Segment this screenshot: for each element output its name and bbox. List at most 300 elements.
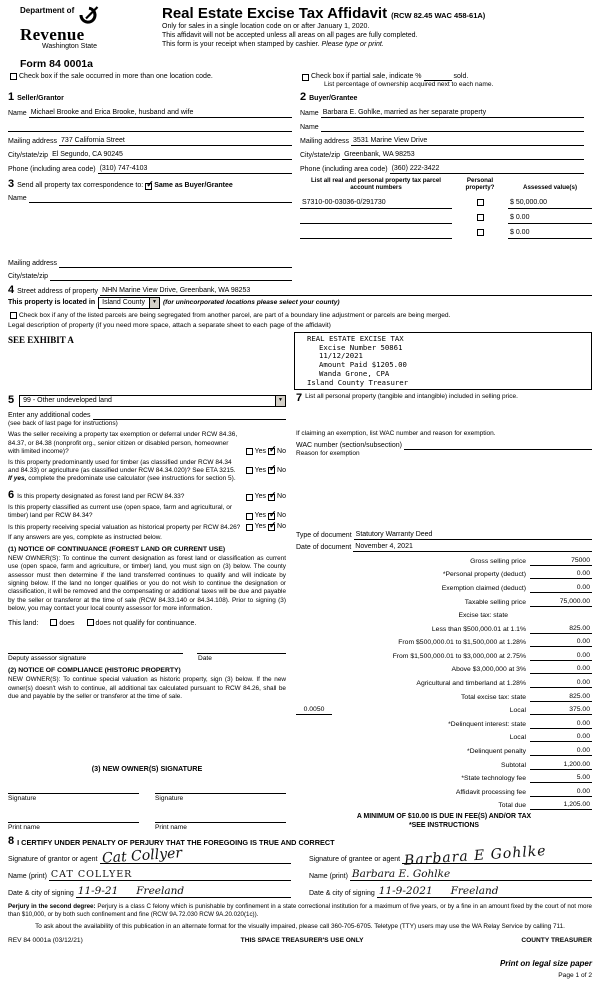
document-date-input[interactable] — [353, 543, 592, 552]
seller-heading-row — [8, 92, 292, 103]
exemption-question-row — [8, 431, 286, 455]
buyer-grantee-block — [300, 92, 592, 174]
tax-value: 0.00 — [576, 651, 590, 659]
note-single-location: Only for sales in a single location code on or after January 1, 2020. — [162, 22, 370, 30]
timber-question: Is this property predominantly used for timber (as classified under RCW 84.34 and 84.33) or agriculture (as classified under RCW 84.34.020)? See ETA 3215. — [8, 458, 236, 474]
correspondence-mailing-input[interactable] — [59, 259, 292, 268]
forest-no-checkbox[interactable] — [268, 489, 277, 501]
correspondence-city-label: City/state/zip — [8, 272, 49, 280]
personal-property-cell — [452, 214, 508, 223]
tax-row-tier2 — [296, 634, 592, 648]
section5-number: 5 — [8, 394, 15, 407]
yes-label: Yes — [254, 512, 267, 520]
does-not-label: does not qualify for continuance. — [95, 620, 197, 628]
grantee-signature-input[interactable] — [402, 843, 592, 870]
historic-question-row — [8, 520, 286, 531]
correspondence-city-row — [8, 268, 292, 281]
land-use-code-value: 99 - Other undeveloped land — [23, 396, 112, 404]
buyer-name-row — [300, 104, 584, 118]
tax-label: *Delinquent penalty — [467, 748, 526, 756]
tax-value-input[interactable] — [530, 598, 592, 607]
does-checkbox[interactable] — [50, 619, 57, 626]
deputy-signature-label: Deputy assessor signature — [8, 655, 87, 663]
if-any-yes-note: If any answers are yes, complete as instructed below. — [8, 533, 162, 541]
section3-number: 3 — [8, 178, 15, 191]
seller-city-value: El Segundo, CA 90245 — [52, 150, 123, 158]
reason-blank-area[interactable] — [296, 459, 592, 467]
perjury-body: Perjury is a class C felony which is punishable by confinement in a state correctional institution for a maximum of five years, or by a fine in an amount fixed by the court of not more than $10,000, or by both such confinement and fine (RCW 9A.72.030 RCW 9A.20.020(1c)). — [8, 903, 592, 919]
buyer-mailing-input[interactable] — [351, 137, 584, 146]
currentuse-question-row — [8, 504, 286, 520]
property-location-row — [8, 296, 592, 310]
tax-value-input[interactable] — [530, 801, 592, 810]
parties-section — [8, 92, 592, 174]
document-date-value: November 4, 2021 — [355, 542, 413, 550]
owner-signature-input-1[interactable] — [8, 784, 139, 794]
check-icon: ✓ — [269, 444, 277, 455]
forest-yn — [244, 489, 286, 501]
tax-label: Exemption claimed (deduct) — [441, 584, 526, 592]
exemption-yn — [244, 444, 286, 456]
title-line — [162, 6, 592, 22]
tax-value: 825.00 — [569, 692, 590, 700]
no-label: No — [277, 523, 286, 531]
currentuse-yn — [244, 508, 286, 520]
grantor-signature-row — [8, 845, 291, 867]
tax-value-input[interactable] — [530, 638, 592, 647]
buyer-mailing-label: Mailing address — [300, 137, 350, 145]
personal-property-checkbox[interactable] — [477, 199, 484, 206]
buyer-phone-value: (360) 222-3422 — [391, 164, 440, 172]
exemption-question: Was the seller receiving a property tax exemption or deferral under RCW 84.36, 84.37, or 84.38 (nonprofit org., senior citizen or disabled person, homeowner with limited income)? — [8, 431, 238, 455]
tax-value-input[interactable] — [530, 788, 592, 797]
perjury-lead: Perjury in the second degree: — [8, 903, 96, 911]
top-checkbox-row — [8, 73, 592, 89]
tax-value-input[interactable] — [530, 706, 592, 715]
section3-correspondence — [8, 177, 592, 281]
tax-row-delinquent-interest-local — [296, 729, 592, 743]
assessed-value-input[interactable] — [508, 214, 592, 223]
currentuse-no-checkbox[interactable] — [268, 508, 277, 520]
local-rate-input[interactable] — [296, 706, 332, 715]
print-name-label: Print name — [8, 823, 40, 831]
stamp-treasurer-name: Wanda Grone, CPA — [319, 368, 390, 378]
tax-value: 825.00 — [569, 624, 590, 632]
owner-signature-input-2[interactable] — [155, 784, 286, 794]
seller-name-row — [8, 104, 292, 118]
perjury-notice — [8, 903, 592, 919]
document-type-value: Statutory Warranty Deed — [355, 530, 433, 538]
signature-label: Signature — [8, 794, 37, 802]
tax-row-agricultural — [296, 674, 592, 688]
county-select[interactable] — [98, 297, 160, 309]
grantor-date-input[interactable] — [76, 885, 291, 898]
personal-property-checkbox[interactable] — [477, 214, 484, 221]
seller-phone-row — [8, 160, 292, 174]
grantor-signature-label: Signature of grantor or agent — [8, 856, 98, 864]
partial-sale-row — [300, 73, 592, 81]
deputy-date-input[interactable] — [197, 644, 286, 654]
land-use-code-select[interactable] — [19, 395, 286, 407]
grantee-date-value: 11-9-2021 — [378, 884, 433, 897]
tax-label: Total excise tax: state — [461, 693, 526, 701]
this-land-label: This land: — [8, 620, 39, 628]
tax-value-input[interactable] — [530, 774, 592, 783]
historic-question: Is this property receiving special valuation as historical property per RCW 84.26? — [8, 523, 241, 531]
tax-value-input[interactable] — [530, 747, 592, 756]
tax-value: 75000 — [571, 556, 590, 564]
right-column — [296, 393, 592, 831]
personal-property-blank-area[interactable] — [296, 404, 592, 430]
no-label: No — [277, 512, 286, 520]
assessed-value-input[interactable] — [508, 229, 592, 238]
grantee-name-label: Name (print) — [309, 873, 348, 881]
deputy-date-label: Date — [198, 655, 212, 663]
parcel-row — [300, 209, 592, 224]
stamp-treasurer-title: Island County Treasurer — [307, 377, 409, 387]
dept-of-row — [20, 6, 158, 26]
timber-question-row — [8, 459, 286, 475]
if-yes-label: If yes, — [8, 475, 27, 483]
historic-yn — [244, 520, 286, 531]
tax-row-tier3 — [296, 647, 592, 661]
exemption-no-checkbox[interactable] — [268, 444, 277, 455]
exemption-yes-checkbox[interactable] — [246, 448, 253, 455]
tax-row-delinquent-interest-state — [296, 715, 592, 729]
tax-value-input[interactable] — [530, 720, 592, 729]
correspondence-name-row — [8, 190, 292, 203]
yes-label: Yes — [254, 492, 267, 500]
tax-row-delinquent-penalty — [296, 742, 592, 756]
section1-number: 1 — [8, 91, 15, 104]
segregated-row — [8, 312, 592, 320]
tax-row-taxable — [296, 593, 592, 607]
grantor-name-input[interactable] — [49, 869, 291, 881]
segregated-checkbox[interactable] — [10, 312, 17, 319]
buyer-city-row — [300, 146, 584, 160]
section8-number: 8 — [8, 835, 15, 848]
tax-label: Agricultural and timberland at 1.28% — [416, 680, 526, 688]
tax-row-exemption-deduct — [296, 579, 592, 593]
dept-of-label: Department of — [20, 6, 75, 15]
multi-location-label: Check box if the sale occurred in more than one location code. — [19, 73, 213, 81]
seller-city-row — [8, 146, 292, 160]
parcel-numbers-header: List all real and personal property tax parcel account numbers — [311, 177, 441, 192]
grantor-signature-input[interactable] — [100, 845, 291, 867]
notice1-body: NEW OWNER(S): To continue the current designation as forest land or classification as current use (open space, farm and agriculture, or timber) land, you must sign on (3) below. The county assessor must then determine if the land transferred continues to qualify and will indicate by signing below. If the land no longer qualifies or you do not wish to continue the designation or classification, it will be removed and the compensating or additional taxes will be due and payable by the seller or transferor at the time of sale (RCW 84.33.140 or 84.34.108). Prior to signing (3) below, you may contact your local county assessor for more information. — [8, 554, 286, 612]
yes-label: Yes — [254, 447, 267, 455]
legal-description-label: Legal description of property (if you need more space, attach a separate sheet to each page of the affidavit) — [8, 321, 331, 329]
grantee-signature-row — [309, 843, 592, 870]
street-address-value: NHN Marine View Drive, Greenbank, WA 98253 — [102, 286, 251, 294]
stamp-title: REAL ESTATE EXCISE TAX — [307, 333, 404, 343]
parcel-row — [300, 224, 592, 239]
correspondence-mailing-row — [8, 255, 292, 268]
tax-label: Above $3,000,000 at 3% — [451, 666, 526, 674]
grantee-signature-block — [309, 843, 592, 898]
tax-label: Less than $500,000.01 at 1.1% — [431, 625, 526, 633]
treasurer-stamp — [294, 332, 592, 391]
this-land-row — [8, 619, 286, 628]
tax-value: 1,200.00 — [563, 760, 590, 768]
rev-number: REV 84 0001a (03/12/21) — [8, 936, 83, 944]
personal-property-intro: List all personal property (tangible and intangible) included in selling price. — [305, 393, 518, 401]
correspondence-name-label: Name — [8, 194, 27, 202]
grantee-name-row — [309, 864, 592, 881]
grantor-signature-value: Cat Collyer — [101, 845, 183, 867]
wac-number-row — [296, 438, 592, 450]
unincorporated-note: (for unincorporated locations please select your county) — [162, 299, 340, 307]
legal-description-value[interactable]: SEE EXHIBIT A — [8, 334, 74, 345]
timber-no-checkbox[interactable] — [268, 463, 277, 474]
seller-mailing-input[interactable] — [59, 137, 292, 146]
notice2-title: (2) NOTICE OF COMPLIANCE (HISTORIC PROPERTY) — [8, 667, 181, 675]
same-as-buyer-label: Same as Buyer/Grantee — [154, 181, 233, 189]
correspondence-mailing-label: Mailing address — [8, 259, 58, 267]
owner-printname-labels — [8, 824, 286, 832]
check-icon: ✓ — [269, 520, 277, 531]
tax-value-input[interactable] — [530, 665, 592, 674]
buyer-heading: Buyer/Grantee — [309, 94, 358, 102]
seller-phone-label: Phone (including area code) — [8, 165, 96, 173]
tax-value-input[interactable] — [530, 679, 592, 688]
bottom-row — [8, 937, 592, 945]
tax-row-tier4 — [296, 661, 592, 675]
seller-name-input[interactable] — [29, 109, 292, 118]
partial-sale-block — [300, 73, 592, 89]
tax-row-processing-fee — [296, 783, 592, 797]
buyer-mailing-value: 3531 Marine View Drive — [353, 136, 428, 144]
document-date-label: Date of document — [296, 543, 352, 551]
reason-for-exemption-label: Reason for exemption — [296, 450, 360, 458]
currentuse-yes-checkbox[interactable] — [246, 513, 253, 520]
additional-codes-row — [8, 408, 286, 420]
tax-value-input[interactable] — [530, 761, 592, 770]
seller-mailing-label: Mailing address — [8, 137, 58, 145]
tax-value-input[interactable] — [530, 693, 592, 702]
minimum-due-text: A MINIMUM OF $10.00 IS DUE IN FEE(S) AND/OR TAX — [356, 813, 532, 821]
stamp-excise-number: Excise Number 50861 — [319, 342, 403, 352]
tax-label: Local — [509, 734, 526, 742]
buyer-phone-row — [300, 160, 584, 174]
section6-number: 6 — [8, 489, 15, 502]
county-select-value: Island County — [102, 299, 145, 307]
no-label: No — [277, 466, 286, 474]
grantor-date-label: Date & city of signing — [8, 890, 74, 898]
stamp-date: 11/12/2021 — [319, 351, 363, 361]
additional-codes-input[interactable] — [93, 411, 287, 420]
correspondence-row — [8, 177, 292, 190]
deputy-signature-row — [8, 644, 286, 654]
tax-value: 0.00 — [576, 570, 590, 578]
note-complete: This affidavit will not be accepted unless all areas on all pages are fully completed. — [162, 32, 418, 39]
deputy-signature-input[interactable] — [8, 644, 183, 654]
street-address-input[interactable] — [100, 287, 592, 296]
correspondence-name-input[interactable] — [29, 194, 292, 203]
tax-label: Excise tax: state — [458, 612, 508, 620]
deputy-labels-row — [8, 655, 286, 663]
owner-printname-input-1[interactable] — [8, 813, 139, 823]
stamp-amount-paid: Amount Paid $1205.00 — [319, 360, 407, 370]
seller-mailing-value: 737 California Street — [61, 136, 125, 144]
personal-property-cell — [452, 229, 508, 238]
print-name-label: Print name — [155, 823, 187, 831]
does-option — [48, 619, 74, 628]
tax-value: 0.00 — [576, 733, 590, 741]
check-icon: ✓ — [269, 463, 277, 474]
grantee-name-input[interactable] — [350, 868, 592, 881]
currentuse-question: Is this property classified as current use (open space, farm and agricultural, or timber) land per RCW 84.34? — [8, 504, 232, 520]
document-type-label: Type of document — [296, 531, 352, 539]
document-type-input[interactable] — [354, 531, 592, 540]
grantee-date-row — [309, 881, 592, 898]
parcel-row — [300, 194, 592, 209]
assessed-value: $ 0.00 — [510, 214, 530, 222]
seller-phone-input[interactable] — [98, 165, 292, 174]
buyer-name2-input[interactable] — [321, 123, 584, 132]
tax-value: 1,205.00 — [563, 801, 590, 809]
historic-no-checkbox[interactable] — [268, 520, 277, 531]
see-instructions-text: *SEE INSTRUCTIONS — [408, 822, 480, 830]
tax-value-input[interactable] — [530, 625, 592, 634]
local-rate-value: 0.0050 — [303, 706, 325, 714]
parcel-number-value: S7310-00-03036-0/291730 — [302, 199, 386, 207]
section5-row — [8, 393, 286, 408]
tax-value-input[interactable] — [530, 733, 592, 742]
additional-codes-label: Enter any additional codes — [8, 412, 91, 420]
forest-question-row — [8, 490, 286, 501]
signature-label: Signature — [155, 794, 184, 802]
tax-value-input[interactable] — [530, 557, 592, 566]
exemption-intro: If claiming an exemption, list WAC number and reason for exemption. — [296, 430, 496, 438]
grantor-name-label: Name (print) — [8, 873, 47, 881]
section4-number: 4 — [8, 284, 15, 297]
partial-sale-checkbox[interactable] — [302, 74, 309, 81]
tax-row-local — [296, 702, 592, 716]
tax-label: From $500,000.01 to $1,500,000 at 1.28% — [398, 639, 526, 647]
county-treasurer-label: COUNTY TREASURER — [521, 936, 592, 944]
correspondence-city-input[interactable] — [50, 272, 292, 281]
tax-value-input[interactable] — [530, 652, 592, 661]
title-block — [158, 6, 592, 70]
middle-columns — [8, 393, 592, 831]
correspondence-label: Send all property tax correspondence to: — [17, 181, 144, 189]
tax-value: 0.00 — [576, 583, 590, 591]
street-address-label: Street address of property — [17, 287, 99, 295]
assessed-value-header: Assessed value(s) — [523, 184, 577, 192]
partial-sale-percent-input[interactable] — [424, 73, 452, 81]
form-header — [8, 6, 592, 70]
multi-location-row — [8, 73, 300, 89]
signature-columns — [8, 843, 592, 898]
parcel-number-input[interactable] — [300, 199, 452, 208]
seller-heading: Seller/Grantor — [17, 94, 64, 102]
owner-signature-labels — [8, 795, 286, 803]
tax-value: 375.00 — [569, 706, 590, 714]
section2-number: 2 — [300, 91, 307, 104]
wac-number-input[interactable] — [404, 441, 592, 450]
parcel-table-header — [300, 177, 592, 192]
buyer-name2-label: Name — [300, 123, 319, 131]
rcw-reference: (RCW 82.45 WAC 458-61A) — [391, 11, 486, 20]
tax-value: 75,000.00 — [559, 597, 590, 605]
timber-yn — [244, 463, 286, 475]
tax-label: Subtotal — [501, 761, 526, 769]
predominate-use-note — [8, 475, 286, 483]
section7-row — [296, 393, 592, 404]
tax-row-subtotal — [296, 756, 592, 770]
tax-value-input[interactable] — [530, 570, 592, 579]
owner-printname-input-2[interactable] — [155, 813, 286, 823]
tax-label: Local — [509, 707, 526, 715]
partial-sale-sold-label: sold. — [453, 73, 469, 81]
personal-property-header: Personal property? — [465, 177, 495, 192]
tax-row-personal-deduct — [296, 566, 592, 580]
grantor-signature-block — [8, 847, 291, 898]
notice2-body: NEW OWNER(S): To continue special valuation as historic property, sign (3) below. If the new owner(s) doesn't wish to continue, all additional tax calculated pursuant to RCW 84.26, shall be due and payable by the seller or transferor at the time of sale. — [8, 676, 286, 700]
grantee-date-label: Date & city of signing — [309, 890, 375, 898]
tax-value: 0.00 — [576, 679, 590, 687]
does-not-checkbox[interactable] — [87, 619, 94, 626]
tax-value: 0.00 — [576, 665, 590, 673]
tax-value: 0.00 — [576, 638, 590, 646]
grantee-date-input[interactable] — [377, 885, 592, 898]
alternate-format-notice: To ask about the availability of this publication in an alternate format for the visually impaired, please call 360-705-6705. Teletype (TTY) users may use the WA Relay Service by calling 711. — [35, 922, 565, 930]
located-in-label: This property is located in — [8, 298, 96, 306]
historic-yes-checkbox[interactable] — [246, 524, 253, 531]
seller-phone-value: (310) 747-4103 — [99, 164, 148, 172]
tax-row-technology-fee — [296, 770, 592, 784]
dor-logo-block — [8, 6, 158, 70]
note-type-print: Please type or print. — [321, 41, 384, 49]
notice1-title: (1) NOTICE OF CONTINUANCE (FOREST LAND OR CURRENT USE) — [8, 545, 226, 553]
buyer-name-input[interactable] — [321, 109, 584, 118]
document-type-row — [296, 528, 592, 540]
parcel-table — [300, 177, 592, 281]
legal-description-area — [8, 332, 592, 391]
seller-city-input[interactable] — [50, 151, 292, 160]
check-icon: ✓ — [269, 489, 277, 500]
forest-yes-checkbox[interactable] — [246, 494, 253, 501]
timber-yes-checkbox[interactable] — [246, 467, 253, 474]
no-label: No — [277, 492, 286, 500]
buyer-city-input[interactable] — [342, 151, 584, 160]
multi-location-checkbox[interactable] — [10, 73, 17, 80]
buyer-name2-row — [300, 118, 584, 132]
same-as-buyer-checkbox[interactable] — [145, 179, 154, 190]
owner-printname-row — [8, 813, 286, 823]
tax-label: *Personal property (deduct) — [442, 571, 526, 579]
check-icon: ✓ — [146, 179, 154, 190]
grantor-name-row — [8, 864, 291, 881]
chevron-down-icon: ▼ — [149, 298, 159, 308]
owner-signature-row — [8, 784, 286, 794]
tax-label: Affidavit processing fee — [455, 788, 526, 796]
assessed-value-input[interactable] — [508, 199, 592, 208]
tax-value: 0.00 — [576, 747, 590, 755]
parcel-number-input[interactable] — [300, 230, 452, 239]
partial-sale-label: Check box if partial sale, indicate % — [311, 73, 422, 81]
buyer-name-label: Name — [300, 109, 319, 117]
personal-property-cell — [452, 199, 508, 208]
if-yes-text: complete the predominate use calculator (see instructions for section 5). — [28, 475, 236, 483]
buyer-phone-input[interactable] — [390, 165, 584, 174]
personal-property-checkbox[interactable] — [477, 229, 484, 236]
parcel-number-input[interactable] — [300, 215, 452, 224]
seller-name2-input[interactable] — [8, 123, 292, 132]
tax-value-input[interactable] — [530, 584, 592, 593]
does-not-option — [85, 619, 197, 628]
